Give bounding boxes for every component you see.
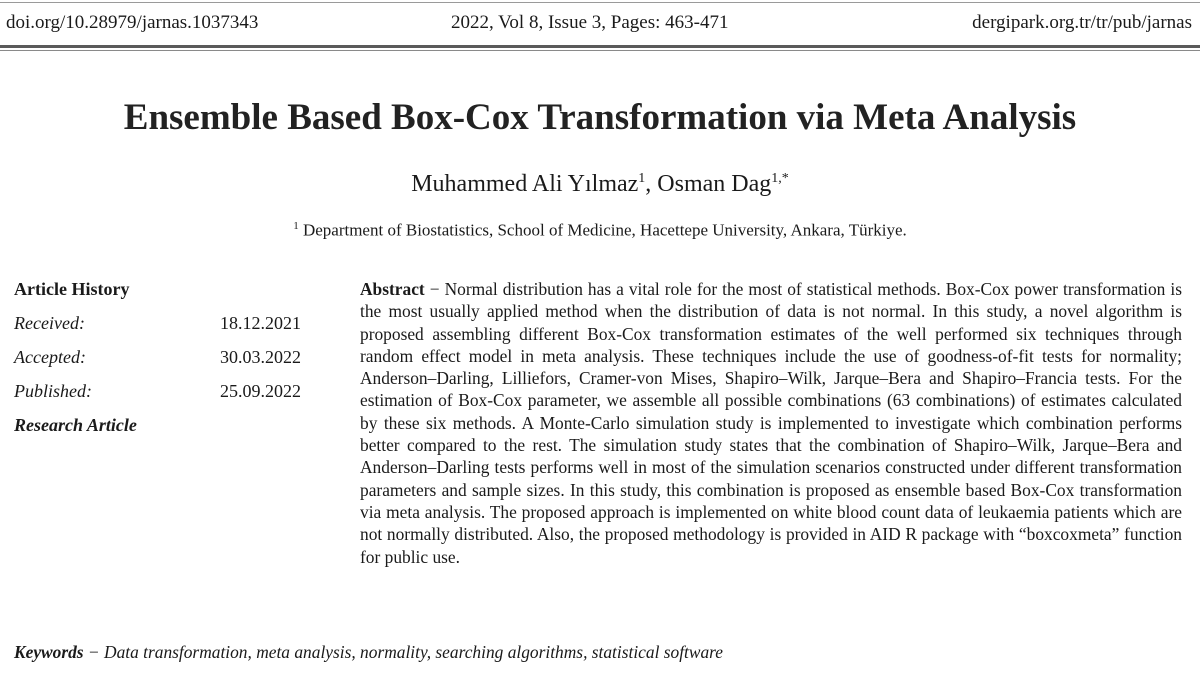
top-border <box>0 2 1200 3</box>
affiliation-mark: 1 <box>293 220 299 232</box>
journal-header <box>6 12 1194 38</box>
abstract-dash: − <box>424 279 445 299</box>
journal-site-link[interactable]: dergipark.org.tr/tr/pub/jarnas <box>972 12 1192 33</box>
abstract-text: Normal distribution has a vital role for the most of statistical methods. Box-Cox power transformation is the most usually applied method when the distribution of data is not normal. In this study, a novel algorithm is proposed assembling different Box-Cox transformation estimates of the well performed six techniques through random effect model in meta analysis. These techniques include the use of goodness-of-fit tests for normality; Anderson–Darling, Lilliefors, Cramer-von Mises, Shapiro–Wilk, Jarque–Bera and Shapiro–Francia tests. For the estimation of Box-Cox parameter, we assemble all possible combinations (63 combinations) of estimates calculated by these six methods. A Monte-Carlo simulation study is implemented to investigate which combination performs better compared to the rest. The simulation study states that the combination of Shapiro–Wilk, Jarque–Bera and Anderson–Darling tests performs well in most of the simulation scenarios constructed under different transformation parameters and sample sizes. In this study, this combination is proposed as ensemble based Box-Cox transformation via meta analysis. The proposed approach is implemented on white blood count data of leukaemia patients which are not normally distributed. Also, the proposed methodology is provided in AID R package with “boxcoxmeta” function for public use. <box>360 279 1182 567</box>
author-list <box>0 171 1200 198</box>
keywords-text: Data transformation, meta analysis, normality, searching algorithms, statistical software <box>104 642 724 662</box>
header-rule-thin <box>0 50 1200 51</box>
header-rule-thick <box>0 45 1200 48</box>
published-date: 25.09.2022 <box>220 381 301 401</box>
author-name: Muhammed Ali Yılmaz <box>411 171 639 197</box>
abstract-label: Abstract <box>360 279 425 299</box>
received-date: 18.12.2021 <box>220 313 301 333</box>
affiliation <box>0 220 1200 241</box>
received-label: Received: <box>14 313 85 333</box>
keywords-label: Keywords <box>14 642 84 662</box>
author-name: Osman Dag <box>657 171 772 197</box>
abstract <box>360 278 1182 568</box>
article-type: Research Article <box>14 415 137 435</box>
published-row <box>14 380 314 414</box>
accepted-row <box>14 346 314 380</box>
accepted-date: 30.03.2022 <box>220 347 301 367</box>
keywords-dash: − <box>83 642 105 662</box>
published-label: Published: <box>14 381 92 401</box>
history-title: Article History <box>14 279 130 299</box>
author-affiliation-mark: 1 <box>638 171 646 186</box>
doi-link[interactable]: doi.org/10.28979/jarnas.1037343 <box>6 12 259 33</box>
received-row <box>14 312 314 346</box>
keywords <box>14 642 723 663</box>
issue-info: 2022, Vol 8, Issue 3, Pages: 463-471 <box>451 12 729 33</box>
affiliation-text: Department of Biostatistics, School of Medicine, Hacettepe University, Ankara, Türkiye. <box>302 220 907 240</box>
author-affiliation-mark: 1,* <box>771 171 789 186</box>
author-separator: , <box>645 171 658 197</box>
accepted-label: Accepted: <box>14 347 86 367</box>
paper-title: Ensemble Based Box-Cox Transformation via Meta Analysis <box>123 97 1077 138</box>
article-history <box>14 278 314 436</box>
